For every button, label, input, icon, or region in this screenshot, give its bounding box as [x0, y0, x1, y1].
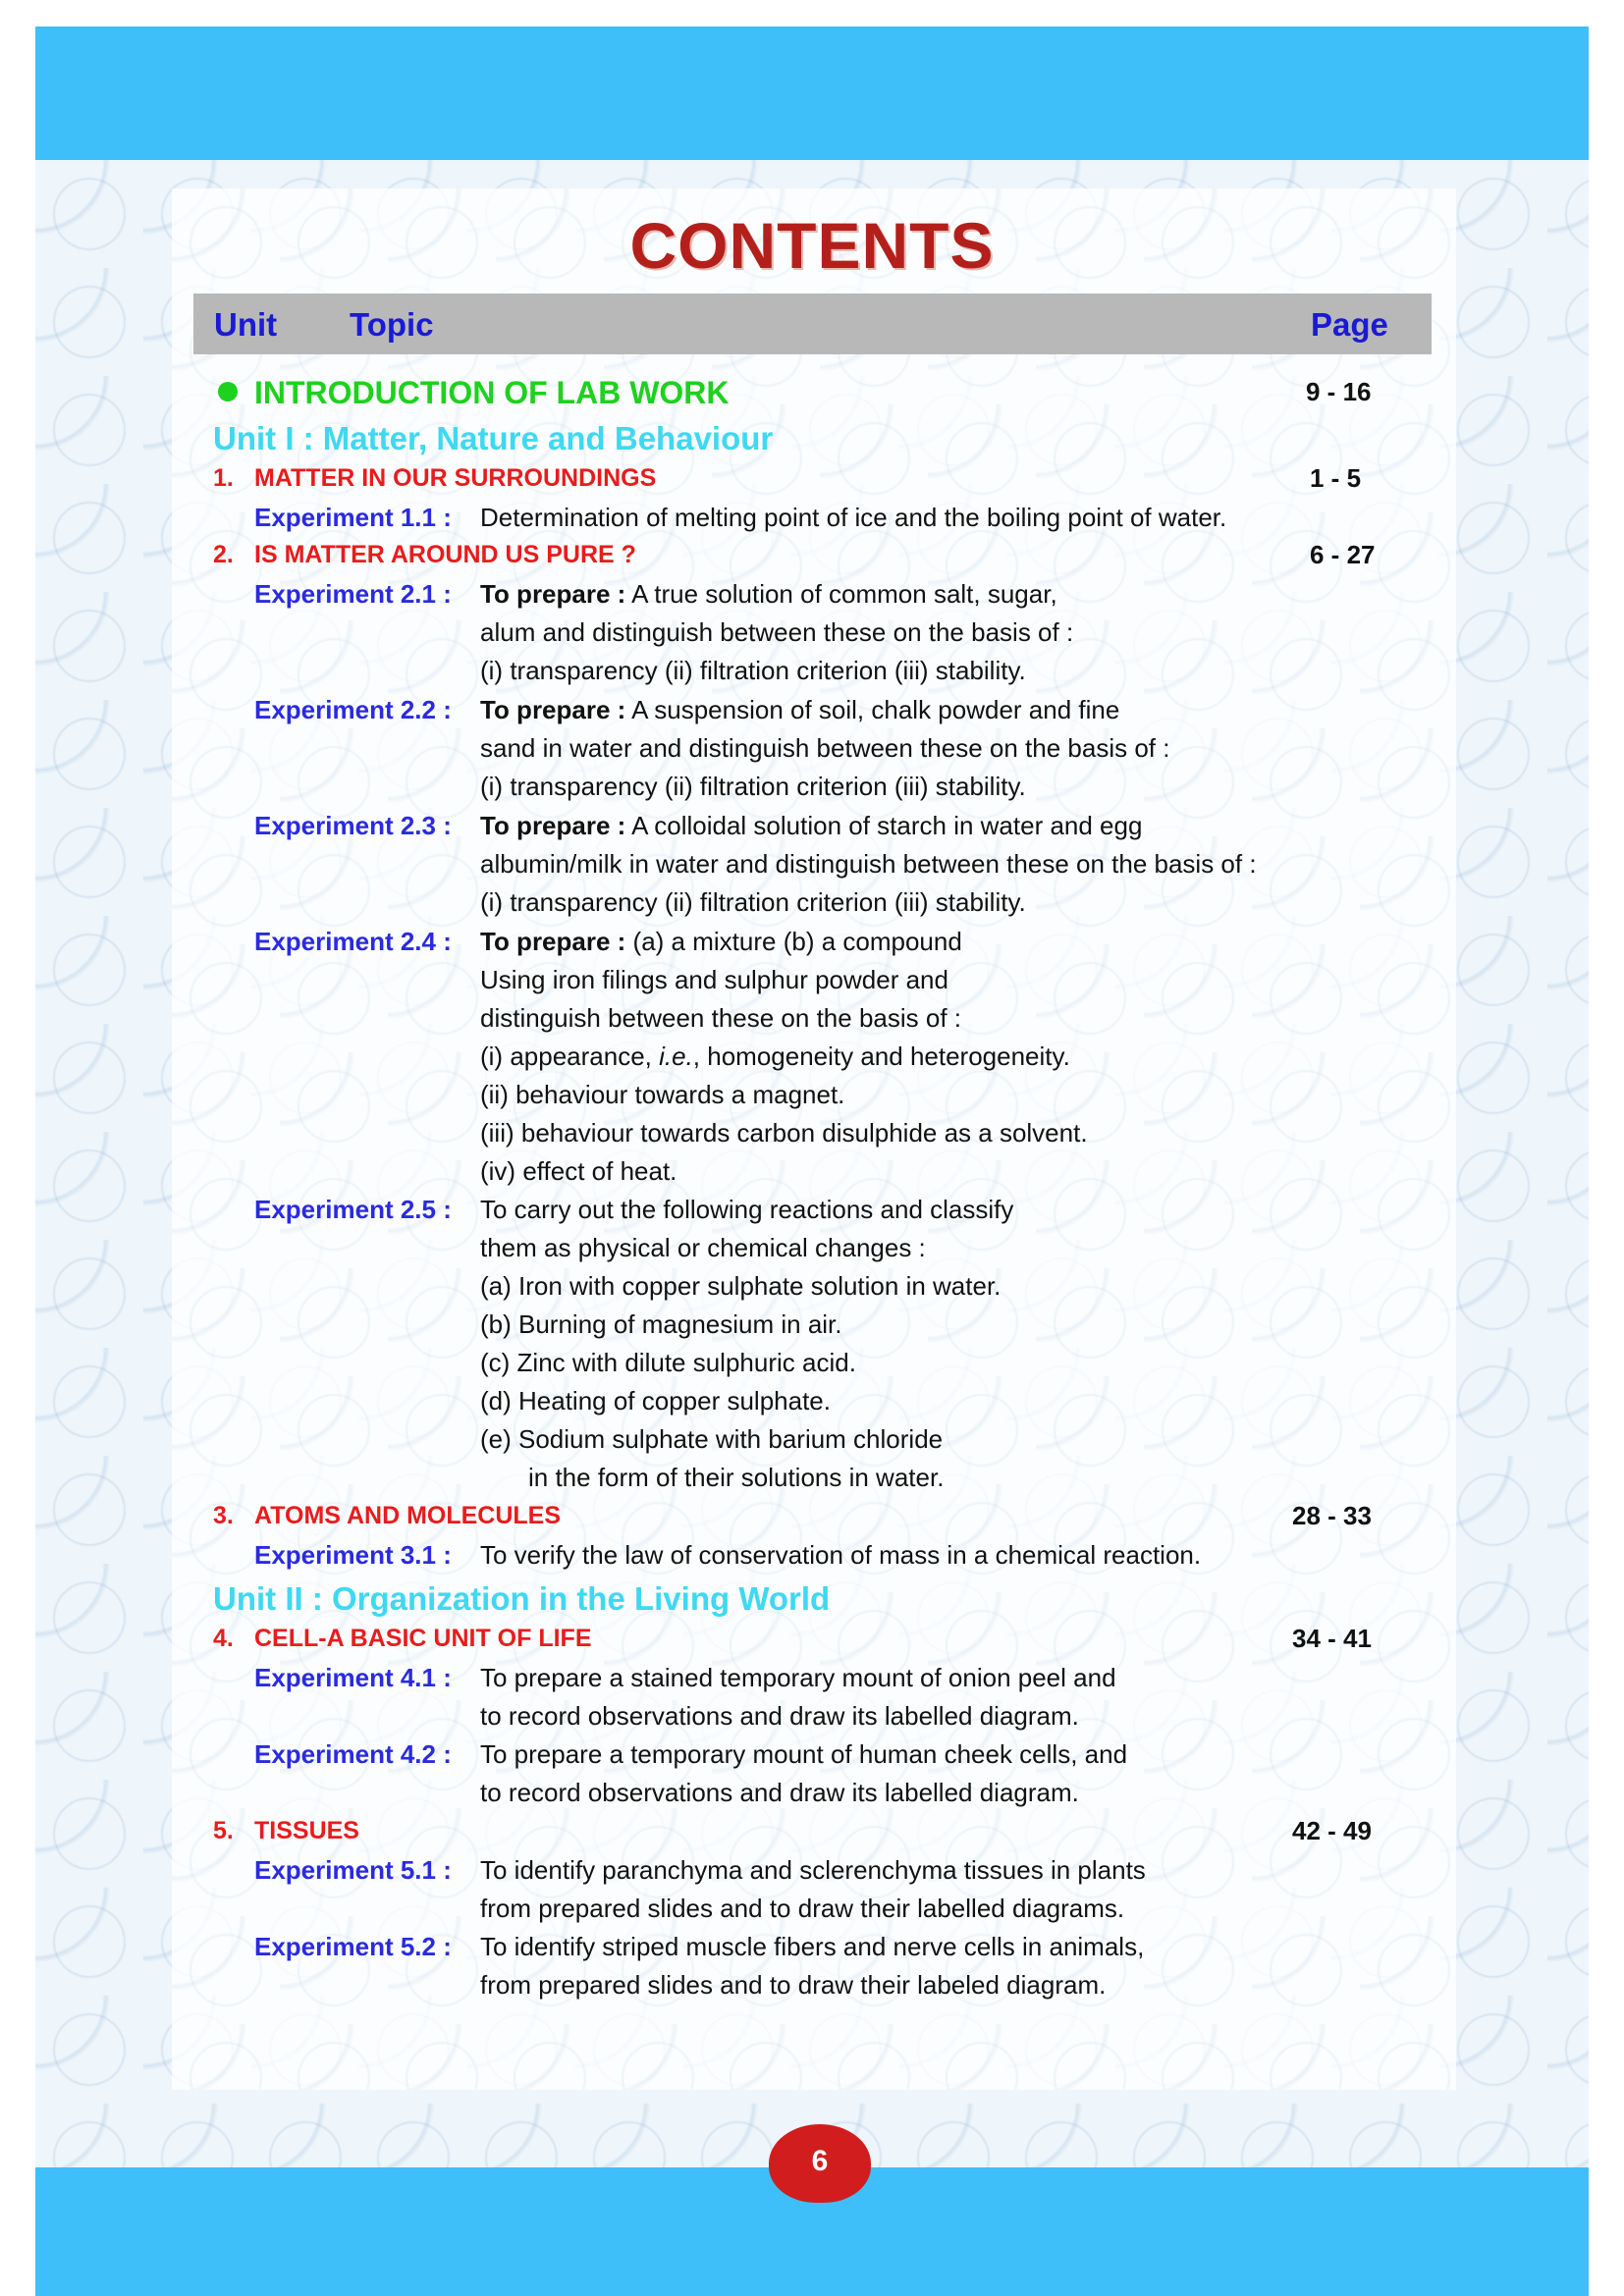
experiment-label: Experiment 3.1 : [254, 1540, 452, 1570]
experiment-text: Using iron filings and sulphur powder and [480, 965, 948, 994]
experiment-text: (i) transparency (ii) filtration criterion (iii) stability. [480, 887, 1026, 917]
experiment-text [480, 929, 962, 954]
experiment-text: (iv) effect of heat. [480, 1156, 677, 1186]
page-title: CONTENTS [629, 209, 995, 282]
chapter-5-title: TISSUES [254, 1817, 359, 1844]
chapter-2-number: 2. [213, 541, 234, 568]
chapter-2-title: IS MATTER AROUND US PURE ? [254, 541, 636, 568]
experiment-label: Experiment 2.1 : [254, 579, 452, 609]
experiment-text: distinguish between these on the basis of : [480, 1003, 961, 1033]
experiment-label: Experiment 4.2 : [254, 1739, 452, 1769]
chapter-3-pages: 28 - 33 [1292, 1501, 1372, 1530]
experiment-text: to record observations and draw its labelled diagram. [480, 1778, 1079, 1807]
prepare-label: To prepare : [480, 927, 626, 956]
experiment-text: (iii) behaviour towards carbon disulphide as a solvent. [480, 1118, 1088, 1148]
experiment-label: Experiment 5.1 : [254, 1855, 452, 1885]
experiment-text: sand in water and distinguish between these on the basis of : [480, 733, 1170, 763]
chapter-4-number: 4. [213, 1625, 234, 1652]
intro-pages: 9 - 16 [1306, 377, 1372, 406]
chapter-5-number: 5. [213, 1817, 234, 1844]
header-topic: Topic [350, 306, 434, 343]
experiment-text: albumin/milk in water and distinguish between these on the basis of : [480, 849, 1257, 879]
chapter-1-number: 1. [213, 464, 234, 492]
experiment-text: alum and distinguish between these on the basis of : [480, 617, 1074, 647]
experiment-label: Experiment 1.1 : [254, 503, 452, 532]
experiment-label: Experiment 2.4 : [254, 927, 452, 956]
experiment-text: from prepared slides and to draw their labeled diagram. [480, 1970, 1107, 2000]
experiment-label: Experiment 2.3 : [254, 811, 452, 840]
experiment-text: (i) transparency (ii) filtration criterion (iii) stability. [480, 656, 1026, 685]
chapter-5-pages: 42 - 49 [1292, 1816, 1372, 1845]
experiment-text-part: A true solution of common salt, sugar, [625, 579, 1057, 609]
experiment-text-italic: i.e. [659, 1041, 693, 1071]
unit-2-heading: Unit II : Organization in the Living World [213, 1580, 831, 1617]
chapter-1-pages: 1 - 5 [1310, 463, 1362, 493]
chapter-3-title: ATOMS AND MOLECULES [254, 1502, 562, 1529]
experiment-text [480, 813, 1142, 838]
prepare-label: To prepare : [480, 695, 626, 724]
experiment-text-part: , homogeneity and heterogeneity. [692, 1041, 1070, 1071]
experiment-label: Experiment 4.1 : [254, 1663, 452, 1692]
experiment-label: Experiment 2.2 : [254, 695, 452, 724]
experiment-text: (d) Heating of copper sulphate. [480, 1386, 831, 1415]
experiment-text: (e) Sodium sulphate with barium chloride [480, 1424, 944, 1454]
unit-1-heading: Unit I : Matter, Nature and Behaviour [213, 420, 774, 456]
experiment-text: (b) Burning of magnesium in air. [480, 1309, 842, 1339]
experiment-text: (i) transparency (ii) filtration criterion (iii) stability. [480, 772, 1026, 801]
chapter-4-pages: 34 - 41 [1292, 1624, 1372, 1653]
experiment-text: To prepare a temporary mount of human cheek cells, and [480, 1739, 1128, 1769]
experiment-text: in the form of their solutions in water. [528, 1463, 945, 1492]
intro-title: INTRODUCTION OF LAB WORK [254, 375, 730, 410]
chapter-4-title: CELL-A BASIC UNIT OF LIFE [254, 1625, 592, 1652]
header-unit: Unit [214, 306, 278, 343]
experiment-text: (c) Zinc with dilute sulphuric acid. [480, 1348, 856, 1377]
experiment-text-part: (i) appearance, [480, 1041, 660, 1071]
experiment-label: Experiment 5.2 : [254, 1932, 452, 1961]
experiment-text: To identify paranchyma and sclerenchyma tissues in plants [480, 1855, 1146, 1885]
page-number: 6 [811, 2145, 829, 2177]
experiment-text: (ii) behaviour towards a magnet. [480, 1080, 845, 1109]
chapter-3-number: 3. [213, 1502, 234, 1529]
experiment-text [480, 697, 1119, 722]
experiment-text: To prepare a stained temporary mount of onion peel and [480, 1663, 1116, 1692]
experiment-text: (a) Iron with copper sulphate solution in water. [480, 1271, 1001, 1301]
experiment-text-part: (a) a mixture (b) a compound [625, 927, 962, 956]
experiment-text: Determination of melting point of ice and the boiling point of water. [480, 503, 1227, 532]
top-banner [35, 27, 1589, 160]
prepare-label: To prepare : [480, 579, 626, 609]
experiment-text: to record observations and draw its labelled diagram. [480, 1701, 1079, 1731]
experiment-text: To identify striped muscle fibers and nerve cells in animals, [480, 1932, 1145, 1961]
bullet-icon [218, 382, 238, 401]
header-page: Page [1311, 306, 1388, 343]
chapter-1-title: MATTER IN OUR SURROUNDINGS [254, 464, 657, 492]
prepare-label: To prepare : [480, 811, 626, 840]
experiment-text-part: A suspension of soil, chalk powder and fine [625, 695, 1120, 724]
experiment-text [480, 1043, 1070, 1069]
experiment-label: Experiment 2.5 : [254, 1195, 452, 1224]
experiment-text-part: A colloidal solution of starch in water and egg [625, 811, 1143, 840]
chapter-2-pages: 6 - 27 [1310, 540, 1376, 569]
experiment-text: To carry out the following reactions and classify [480, 1195, 1014, 1224]
experiment-text: To verify the law of conservation of mass in a chemical reaction. [480, 1540, 1202, 1570]
experiment-text: from prepared slides and to draw their labelled diagrams. [480, 1894, 1125, 1923]
experiment-text [480, 581, 1057, 607]
experiment-text: them as physical or chemical changes : [480, 1233, 926, 1262]
